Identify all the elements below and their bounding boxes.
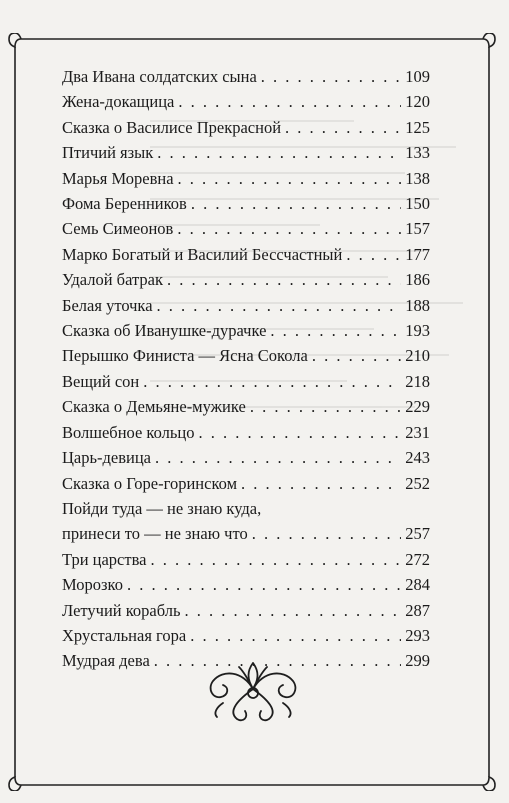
toc-entry-page: 252 <box>405 473 430 493</box>
toc-entry[interactable] <box>62 369 430 394</box>
dot-leader <box>252 521 402 546</box>
dot-leader <box>198 420 401 445</box>
toc-entry[interactable] <box>62 64 430 89</box>
toc-entry-title: Сказка о Василисе Прекрасной <box>62 117 282 137</box>
toc-entry-page: 157 <box>405 219 430 239</box>
toc-entry[interactable] <box>62 598 430 623</box>
dot-leader <box>184 598 401 623</box>
toc-entry[interactable] <box>62 394 430 419</box>
toc-entry-page: 243 <box>405 448 430 468</box>
toc-entry-page: 186 <box>405 270 430 290</box>
dot-leader <box>312 343 401 368</box>
toc-entry-title: Сказка о Демьяне-мужике <box>62 397 246 417</box>
toc-entry-title: Морозко <box>62 575 123 595</box>
toc-entry[interactable] <box>62 471 430 496</box>
toc-entry[interactable] <box>62 115 430 140</box>
toc-entry-title: Марко Богатый и Василий Бессчастный <box>62 244 343 264</box>
table-of-contents <box>62 64 430 674</box>
toc-entry-title: Два Ивана солдатских сына <box>62 67 257 86</box>
dot-leader <box>155 445 401 470</box>
toc-entry-title: Царь-девица <box>62 448 152 468</box>
toc-entry[interactable] <box>62 547 430 572</box>
toc-entry-title: Сказка о Горе-горинском <box>62 473 238 493</box>
toc-entry[interactable] <box>62 623 430 648</box>
toc-entry-title: Перышко Финиста — Ясна Сокола <box>62 346 308 366</box>
toc-entry-page: 125 <box>405 117 430 137</box>
dot-leader <box>346 242 401 267</box>
toc-entry-page: 272 <box>405 549 430 569</box>
toc-entry-title: Волшебное кольцо <box>62 422 195 442</box>
dot-leader <box>285 115 401 140</box>
toc-entry-page: 287 <box>405 600 430 620</box>
toc-entry-page: 284 <box>405 575 430 595</box>
dot-leader <box>178 166 402 191</box>
toc-entry-title: Мудрая дева <box>62 651 150 671</box>
dot-leader <box>178 89 401 114</box>
toc-entry-page: 133 <box>405 143 430 163</box>
toc-entry-page: 293 <box>405 625 430 645</box>
toc-entry-page: 229 <box>405 397 430 417</box>
toc-entry-title: Летучий корабль <box>62 600 181 620</box>
toc-entry-page: 218 <box>405 371 430 391</box>
dot-leader <box>241 471 401 496</box>
toc-entry-page: 109 <box>405 67 430 86</box>
toc-entry[interactable] <box>62 191 430 216</box>
toc-entry-page: 193 <box>405 321 430 341</box>
dot-leader <box>250 394 401 419</box>
toc-entry-title: принеси то — не знаю что <box>62 524 248 544</box>
toc-entry-title: Сказка об Иванушке-дурачке <box>62 321 267 341</box>
toc-entry-page: 120 <box>405 92 430 112</box>
toc-entry-page: 138 <box>405 168 430 188</box>
toc-entry-title: Хрустальная гора <box>62 625 187 645</box>
toc-entry-page: 231 <box>405 422 430 442</box>
toc-entry[interactable] <box>62 166 430 191</box>
toc-entry[interactable] <box>62 293 430 318</box>
toc-entry-title: Удалой батрак <box>62 270 163 290</box>
toc-entry[interactable] <box>62 318 430 343</box>
toc-entry[interactable] <box>62 420 430 445</box>
dot-leader <box>177 216 401 241</box>
dot-leader <box>143 369 401 394</box>
toc-entry[interactable] <box>62 496 430 547</box>
toc-entry-page: 210 <box>405 346 430 366</box>
toc-entry[interactable] <box>62 267 430 292</box>
toc-entry-page: 299 <box>405 651 430 671</box>
toc-entry-page: 188 <box>405 295 430 315</box>
toc-entry-title: Белая уточка <box>62 295 153 315</box>
dot-leader <box>261 64 401 89</box>
toc-entry[interactable] <box>62 216 430 241</box>
dot-leader <box>270 318 401 343</box>
dot-leader <box>190 623 401 648</box>
toc-entry-title-line1: Пойди туда — не знаю куда, <box>62 498 262 518</box>
dot-leader <box>157 140 401 165</box>
floral-vignette-icon <box>203 653 303 725</box>
dot-leader <box>151 547 402 572</box>
toc-entry[interactable] <box>62 89 430 114</box>
toc-entry[interactable] <box>62 343 430 368</box>
toc-entry[interactable] <box>62 572 430 597</box>
dot-leader <box>167 267 401 292</box>
toc-entry-title: Фома Беренников <box>62 194 187 214</box>
toc-entry[interactable] <box>62 140 430 165</box>
toc-entry-page: 150 <box>405 194 430 214</box>
dot-leader <box>191 191 401 216</box>
toc-entry[interactable] <box>62 445 430 470</box>
toc-entry-title: Марья Моревна <box>62 168 174 188</box>
toc-entry-title: Семь Симеонов <box>62 219 174 239</box>
toc-entry[interactable] <box>62 242 430 267</box>
toc-entry-title: Три царства <box>62 549 147 569</box>
dot-leader <box>157 293 402 318</box>
toc-entry-page: 177 <box>405 244 430 264</box>
toc-entry-title: Вещий сон <box>62 371 140 391</box>
toc-entry-page: 257 <box>405 524 430 544</box>
toc-entry-title: Жена-докащица <box>62 92 175 112</box>
toc-entry-title: Птичий язык <box>62 143 154 163</box>
dot-leader <box>127 572 401 597</box>
